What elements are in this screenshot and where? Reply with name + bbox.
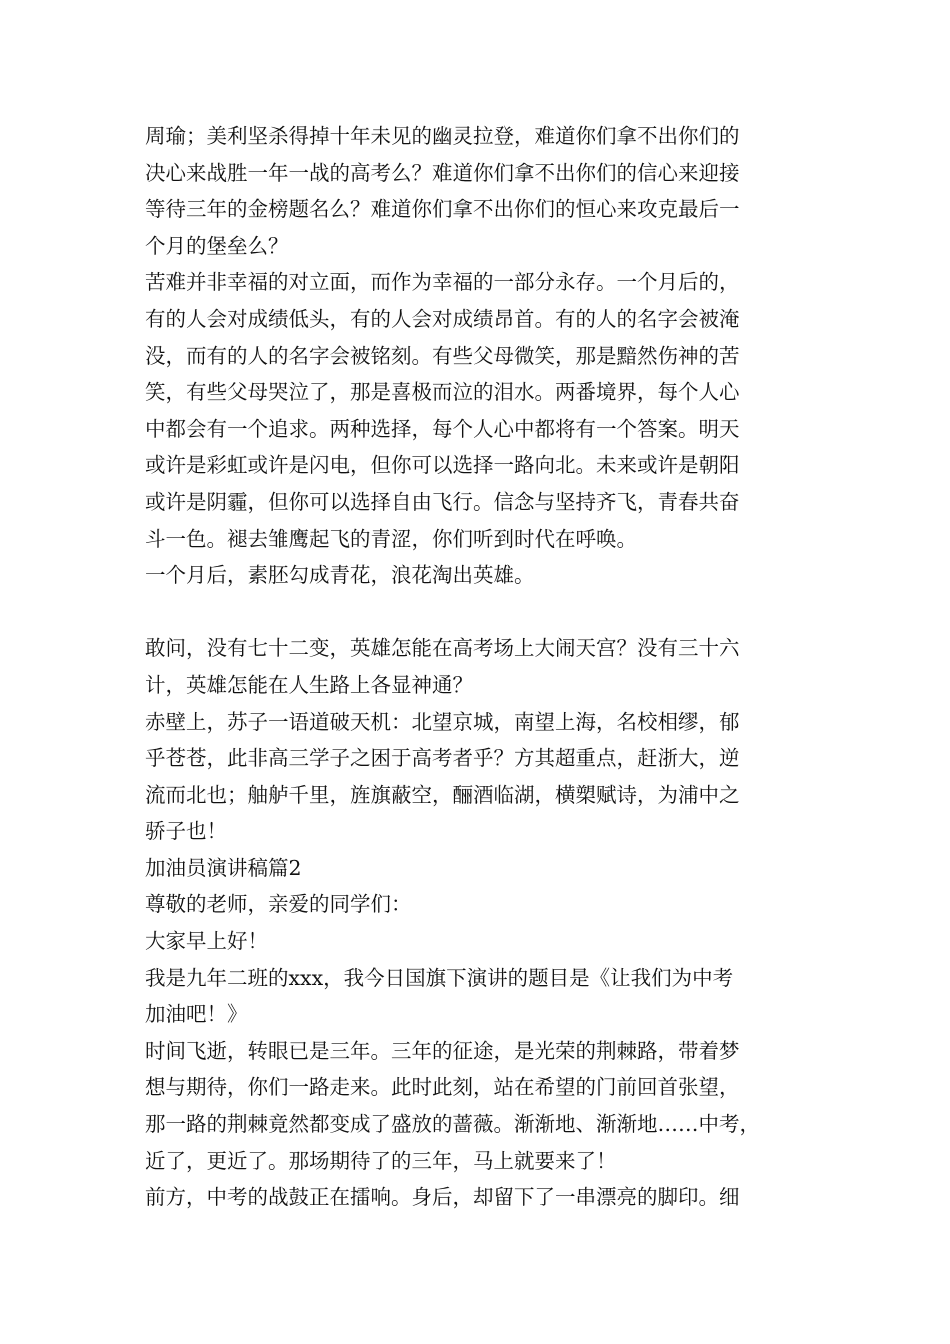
- text-line: 等待三年的金榜题名么？难道你们拿不出你们的恒心来攻克最后一: [145, 197, 740, 222]
- text-line: 时间飞逝，转眼已是三年。三年的征途，是光荣的荆棘路，带着梦: [145, 1038, 740, 1063]
- text-line: 苦难并非幸福的对立面，而作为幸福的一部分永存。一个月后的，: [145, 270, 740, 295]
- text-line: 敢问，没有七十二变，英雄怎能在高考场上大闹天宫？没有三十六: [145, 636, 740, 661]
- text-line: 或许是彩虹或许是闪电，但你可以选择一路向北。未来或许是朝阳: [145, 453, 740, 478]
- text-line: 前方，中考的战鼓正在擂响。身后，却留下了一串漂亮的脚印。细: [145, 1185, 740, 1210]
- text-line: 近了，更近了。那场期待了的三年，马上就要来了！: [145, 1148, 617, 1173]
- text-line: 斗一色。褪去雏鹰起飞的青涩，你们听到时代在呼唤。: [145, 526, 637, 551]
- text-line: 加油吧！》: [145, 1002, 248, 1027]
- text-line: 那一路的荆棘竟然都变成了盛放的蔷薇。渐渐地、渐渐地……中考，: [145, 1112, 760, 1137]
- text-line: 周瑜；美利坚杀得掉十年未见的幽灵拉登，难道你们拿不出你们的: [145, 124, 740, 148]
- text-line: 决心来战胜一年一战的高考么？难道你们拿不出你们的信心来迎接: [145, 160, 740, 185]
- text-line: 笑，有些父母哭泣了，那是喜极而泣的泪水。两番境界，每个人心: [145, 380, 740, 405]
- text-line: 流而北也；舳舻千里，旌旗蔽空，酾酒临湖，横槊赋诗，为浦中之: [145, 782, 740, 807]
- text-line: 乎苍苍，此非高三学子之困于高考者乎？方其超重点，赶浙大，逆: [145, 746, 740, 771]
- blank-line: [145, 594, 815, 631]
- text-line: 计，英雄怎能在人生路上各显神通？: [145, 672, 473, 697]
- text-line: 赤壁上，苏子一语道破天机：北望京城，南望上海，名校相缪，郁: [145, 709, 740, 734]
- text-line: 想与期待，你们一路走来。此时此刻，站在希望的门前回首张望，: [145, 1075, 740, 1100]
- text-line: 一个月后，素胚勾成青花，浪花淘出英雄。: [145, 563, 535, 588]
- document-body: [145, 118, 815, 1216]
- text-line: 尊敬的老师，亲爱的同学们：: [145, 892, 412, 917]
- text-line: 大家早上好！: [145, 929, 268, 954]
- text-line: 我是九年二班的xxx，我今日国旗下演讲的题目是《让我们为中考: [145, 965, 734, 990]
- text-line: 中都会有一个追求。两种选择，每个人心中都将有一个答案。明天: [145, 416, 740, 441]
- text-line: 或许是阴霾，但你可以选择自由飞行。信念与坚持齐飞，青春共奋: [145, 489, 740, 514]
- text-line: 个月的堡垒么？: [145, 233, 289, 258]
- text-line: 有的人会对成绩低头，有的人会对成绩昂首。有的人的名字会被淹: [145, 306, 740, 331]
- text-line: 没，而有的人的名字会被铭刻。有些父母微笑，那是黯然伤神的苦: [145, 343, 740, 368]
- section-heading: 加油员演讲稿篇2: [145, 855, 302, 880]
- text-line: 骄子也！: [145, 819, 227, 844]
